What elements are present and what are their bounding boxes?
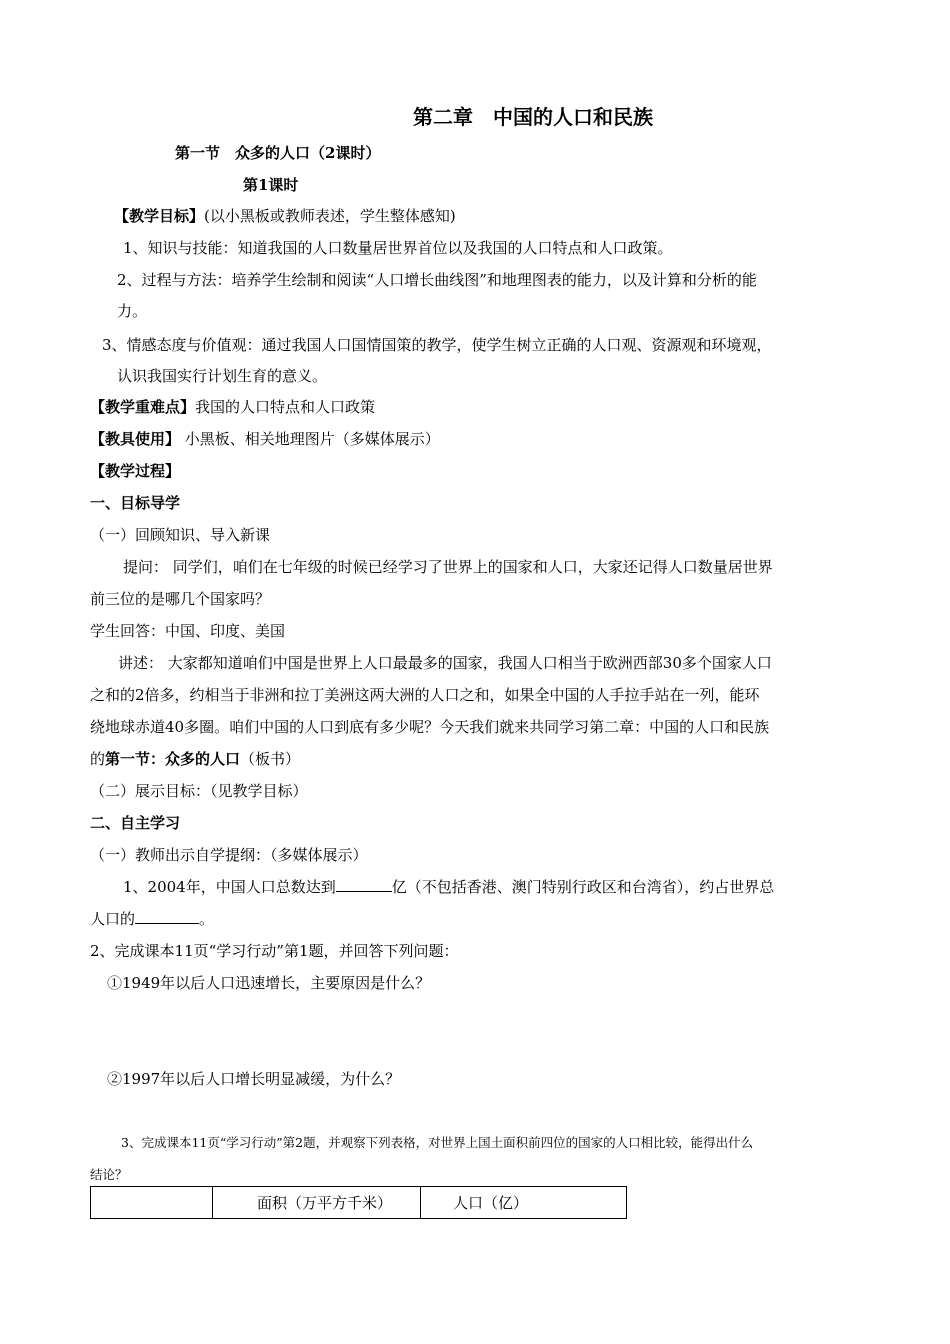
q1-blank-1[interactable] — [336, 877, 392, 892]
part1-heading: 一、目标导学 — [90, 494, 181, 512]
q1-pre: 1、2004年，中国人口总数达到 — [123, 878, 336, 896]
goal-item-2-line-2: 力。 — [117, 302, 148, 320]
q3-line-1: 3、完成课本11页“学习行动”第2题，并观察下列表格，对世界上国土面积前四位的国家的人口相比较，能得出什么 — [121, 1135, 754, 1150]
student-answer: 学生回答：中国、印度、美国 — [90, 622, 286, 640]
section-title: 第一节 众多的人口（2课时） — [175, 144, 381, 162]
tools-label: 【教具使用】 — [90, 430, 181, 448]
q2a: ①1949年以后人口迅速增长，主要原因是什么？ — [107, 974, 431, 992]
q1-line-2 — [90, 909, 214, 929]
tools-text: 小黑板、相关地理图片（多媒体展示） — [180, 430, 440, 448]
q1-line-2-pre: 人口的 — [90, 910, 136, 928]
talk-line-2: 之和的2倍多，约相当于非洲和拉丁美洲这两大洲的人口之和，如果全中国的人手拉手站在一列，能环 — [90, 686, 760, 704]
talk-line-4 — [90, 749, 300, 769]
talk-line-1: 讲述： 大家都知道咱们中国是世界上人口最最多的国家，我国人口相当于欧洲西部30多个国家人口 — [118, 654, 772, 672]
goals-heading — [114, 206, 456, 226]
table-header-row — [91, 1187, 627, 1219]
q1-mid: 亿（不包括香港、澳门特别行政区和台湾省），约占世界总 — [391, 878, 775, 896]
comparison-table — [90, 1186, 627, 1219]
goal-item-2-line-1: 2、过程与方法：培养学生绘制和阅读“人口增长曲线图”和地理图表的能力，以及计算和分析的能 — [117, 271, 757, 289]
key-points — [90, 397, 375, 417]
process-label: 【教学过程】 — [90, 462, 181, 480]
goal-item-1: 1、知识与技能：知道我国的人口数量居世界首位以及我国的人口特点和人口政策。 — [123, 239, 673, 257]
q1-line-2-post: 。 — [199, 910, 215, 928]
goal-item-3-line-1: 3、情感态度与价值观：通过我国人口国情国策的教学，使学生树立正确的人口观、资源观和环境观， — [102, 336, 772, 354]
part1-sub2: （二）展示目标：（见教学目标） — [90, 782, 308, 800]
key-points-text: 我国的人口特点和人口政策 — [195, 398, 376, 416]
part2-sub1: （一）教师出示自学提纲：（多媒体展示） — [90, 846, 368, 864]
table-header-cell: 面积（万平方千米） — [213, 1187, 421, 1219]
talk-line-4-bold: 第一节：众多的人口 — [105, 750, 241, 768]
question-line-1: 提问： 同学们，咱们在七年级的时候已经学习了世界上的国家和人口，大家还记得人口数量居世界 — [123, 558, 773, 576]
chapter-title: 第二章 中国的人口和民族 — [413, 105, 653, 129]
q1-line-1 — [123, 877, 774, 897]
lesson-title: 第1课时 — [243, 176, 299, 194]
part2-heading: 二、自主学习 — [90, 814, 181, 832]
q3-line-2: 结论？ — [90, 1167, 128, 1182]
goals-label: 【教学目标】 — [114, 207, 205, 225]
goal-item-3-line-2: 认识我国实行计划生育的意义。 — [117, 367, 328, 385]
tools — [90, 429, 440, 449]
question-line-2: 前三位的是哪几个国家吗？ — [90, 590, 271, 608]
q2b: ②1997年以后人口增长明显减缓，为什么？ — [107, 1070, 401, 1088]
goals-note: (以小黑板或教师表述，学生整体感知) — [204, 207, 456, 225]
q2: 2、完成课本11页“学习行动”第1题，并回答下列问题： — [90, 942, 459, 960]
talk-line-4-pre: 的 — [90, 750, 106, 768]
table-header-cell — [91, 1187, 213, 1219]
talk-line-3: 绕地球赤道40多圈。咱们中国的人口到底有多少呢？今天我们就来共同学习第二章：中国的人口和民族 — [90, 718, 770, 736]
part1-sub1: （一）回顾知识、导入新课 — [90, 526, 271, 544]
talk-line-4-post: （板书） — [240, 750, 301, 768]
q1-blank-2[interactable] — [135, 909, 199, 924]
key-points-label: 【教学重难点】 — [90, 398, 196, 416]
table-header-cell: 人口（亿） — [421, 1187, 627, 1219]
